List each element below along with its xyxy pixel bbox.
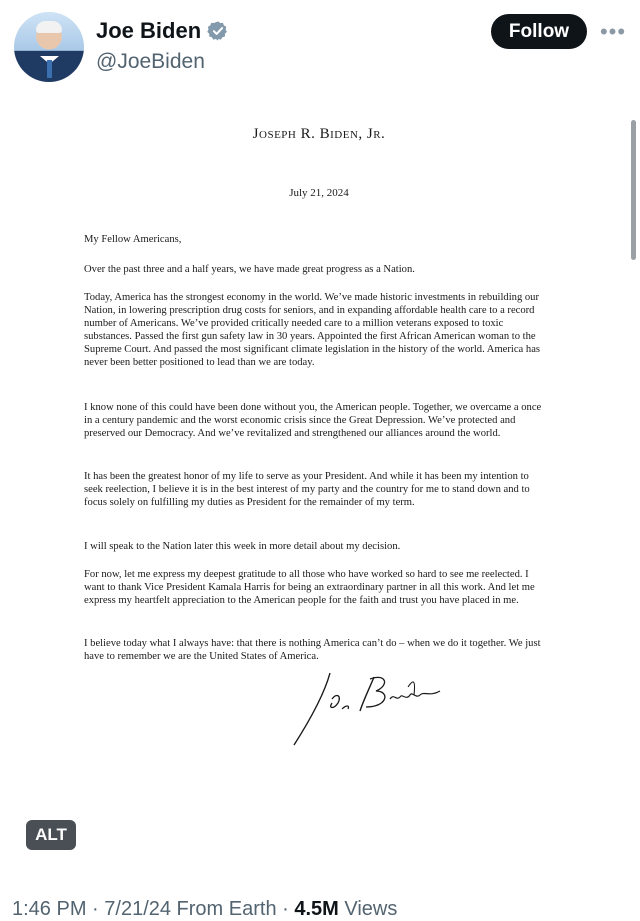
author-name[interactable]: Joe Biden	[96, 18, 202, 43]
letter-image[interactable]	[84, 126, 554, 662]
tweet-source: From Earth	[171, 898, 277, 920]
letter-paragraph-7: I believe today what I always have: that there is nothing America can’t do – when we do it together. We just have to remember we are the United States of America.	[84, 638, 541, 662]
letter-paragraph-4: It has been the greatest honor of my life to serve as your President. And while it has been my intention to seek reelection, I believe it is in the best interest of my party and the country for me to stand down and to focus solely on fulfilling my duties as President for the remainder of my term.	[84, 471, 530, 508]
follow-button[interactable]: Follow	[491, 14, 587, 49]
author-name-row[interactable]	[96, 18, 229, 44]
more-options-icon[interactable]: •••	[599, 19, 627, 44]
views-label: Views	[338, 898, 398, 920]
letter-paragraph-3: I know none of this could have been done without you, the American people. Together, we overcame a once in a century pandemic and the worst economic crisis since the Great Depression. We’ve protected and preserved our Democracy. And we’ve revitalized and strengthened our alliances around the world.	[84, 402, 542, 439]
letter-paragraph-2: Today, America has the strongest economy in the world. We’ve made historic investments in rebuilding our Nation, in lowering prescription drug costs for seniors, and in expanding affordable health care to a record number of Americans. We’ve provided critically needed care to a million veterans exposed to toxic substances. Passed the first gun safety law in 30 years. Appointed the first African American woman to the Supreme Court. And passed the most significant climate legislation in the history of the world. America has never been better positioned to lead than we are today.	[84, 292, 541, 368]
tweet-time[interactable]: 1:46 PM	[12, 898, 87, 920]
avatar[interactable]	[14, 12, 84, 82]
letter-paragraph-6: For now, let me express my deepest gratitude to all those who have worked so hard to see me reelected. I want to thank Vice President Kamala Harris for being an extraordinary partner in all this work. And let me express my heartfelt appreciation to the American people for the faith and trust you have placed in me.	[84, 569, 535, 606]
verified-badge-icon	[207, 20, 229, 42]
tweet-meta	[12, 898, 397, 921]
letterhead	[84, 126, 554, 143]
author-handle[interactable]: @JoeBiden	[96, 50, 205, 73]
letterhead-text: Joseph R. Biden, Jr.	[252, 126, 386, 142]
views-count[interactable]: 4.5M	[294, 898, 339, 920]
meta-separator: ·	[276, 898, 295, 920]
signature-image	[290, 665, 450, 750]
meta-separator: ·	[86, 898, 105, 920]
letter-salutation: My Fellow Americans,	[84, 234, 182, 245]
tweet-date[interactable]: 7/21/24	[104, 898, 171, 920]
alt-text-badge[interactable]: ALT	[26, 820, 76, 850]
avatar-tie	[47, 60, 52, 78]
tweet-header	[0, 0, 640, 90]
letter-paragraph-1: Over the past three and a half years, we have made great progress as a Nation.	[84, 264, 415, 275]
letter-date: July 21, 2024	[289, 187, 349, 199]
avatar-hair	[36, 21, 62, 33]
letter-paragraph-5: I will speak to the Nation later this week in more detail about my decision.	[84, 541, 401, 552]
scrollbar[interactable]	[631, 120, 636, 260]
